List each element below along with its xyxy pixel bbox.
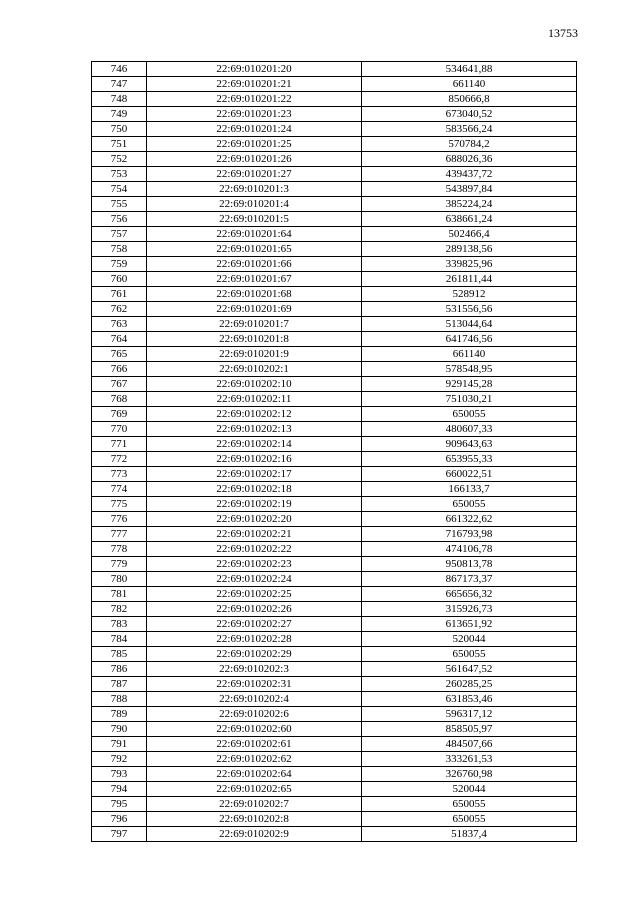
cadastral-value-cell: 260285,25	[362, 677, 577, 692]
cadastral-number-cell: 22:69:010201:3	[147, 182, 362, 197]
row-number-cell: 776	[92, 512, 147, 527]
table-row	[92, 422, 577, 437]
cadastral-value-cell: 484507,66	[362, 737, 577, 752]
row-number-cell: 784	[92, 632, 147, 647]
table-row	[92, 662, 577, 677]
table-row	[92, 362, 577, 377]
cadastral-value-cell: 261811,44	[362, 272, 577, 287]
cadastral-value-cell: 661140	[362, 77, 577, 92]
table-row	[92, 107, 577, 122]
cadastral-value-cell: 688026,36	[362, 152, 577, 167]
cadastral-number-cell: 22:69:010201:68	[147, 287, 362, 302]
cadastral-number-cell: 22:69:010201:7	[147, 317, 362, 332]
cadastral-number-cell: 22:69:010202:61	[147, 737, 362, 752]
row-number-cell: 791	[92, 737, 147, 752]
table-row	[92, 272, 577, 287]
table-row	[92, 722, 577, 737]
cadastral-number-cell: 22:69:010202:20	[147, 512, 362, 527]
row-number-cell: 762	[92, 302, 147, 317]
cadastral-number-cell: 22:69:010202:29	[147, 647, 362, 662]
table-row	[92, 557, 577, 572]
table-row	[92, 62, 577, 77]
table-row	[92, 122, 577, 137]
cadastral-number-cell: 22:69:010202:4	[147, 692, 362, 707]
cadastral-value-cell: 650055	[362, 647, 577, 662]
table-row	[92, 77, 577, 92]
cadastral-value-cell: 513044,64	[362, 317, 577, 332]
table-row	[92, 647, 577, 662]
row-number-cell: 790	[92, 722, 147, 737]
row-number-cell: 769	[92, 407, 147, 422]
cadastral-number-cell: 22:69:010201:21	[147, 77, 362, 92]
cadastral-number-cell: 22:69:010202:17	[147, 467, 362, 482]
table-row	[92, 587, 577, 602]
row-number-cell: 794	[92, 782, 147, 797]
row-number-cell: 782	[92, 602, 147, 617]
row-number-cell: 752	[92, 152, 147, 167]
row-number-cell: 755	[92, 197, 147, 212]
cadastral-value-cell: 650055	[362, 497, 577, 512]
row-number-cell: 770	[92, 422, 147, 437]
row-number-cell: 777	[92, 527, 147, 542]
table-row	[92, 152, 577, 167]
table-row	[92, 347, 577, 362]
table-row	[92, 797, 577, 812]
table-row	[92, 527, 577, 542]
cadastral-number-cell: 22:69:010202:24	[147, 572, 362, 587]
cadastral-value-cell: 339825,96	[362, 257, 577, 272]
cadastral-value-cell: 528912	[362, 287, 577, 302]
row-number-cell: 747	[92, 77, 147, 92]
table-row	[92, 482, 577, 497]
table-row	[92, 392, 577, 407]
cadastral-value-cell: 166133,7	[362, 482, 577, 497]
table-row	[92, 617, 577, 632]
cadastral-number-cell: 22:69:010201:67	[147, 272, 362, 287]
table-row	[92, 542, 577, 557]
cadastral-value-cell: 665656,32	[362, 587, 577, 602]
cadastral-number-cell: 22:69:010201:27	[147, 167, 362, 182]
cadastral-number-cell: 22:69:010202:6	[147, 707, 362, 722]
cadastral-number-cell: 22:69:010202:26	[147, 602, 362, 617]
cadastral-number-cell: 22:69:010202:3	[147, 662, 362, 677]
cadastral-number-cell: 22:69:010201:22	[147, 92, 362, 107]
table-row	[92, 767, 577, 782]
cadastral-number-cell: 22:69:010202:27	[147, 617, 362, 632]
cadastral-number-cell: 22:69:010201:64	[147, 227, 362, 242]
row-number-cell: 749	[92, 107, 147, 122]
cadastral-value-cell: 751030,21	[362, 392, 577, 407]
table-row	[92, 302, 577, 317]
row-number-cell: 773	[92, 467, 147, 482]
table-row	[92, 137, 577, 152]
cadastral-number-cell: 22:69:010201:8	[147, 332, 362, 347]
cadastral-number-cell: 22:69:010201:24	[147, 122, 362, 137]
cadastral-value-cell: 858505,97	[362, 722, 577, 737]
cadastral-value-cell: 950813,78	[362, 557, 577, 572]
row-number-cell: 766	[92, 362, 147, 377]
cadastral-value-cell: 653955,33	[362, 452, 577, 467]
cadastral-number-cell: 22:69:010202:13	[147, 422, 362, 437]
cadastral-value-cell: 583566,24	[362, 122, 577, 137]
cadastral-value-cell: 534641,88	[362, 62, 577, 77]
cadastral-value-cell: 650055	[362, 797, 577, 812]
cadastral-value-cell: 850666,8	[362, 92, 577, 107]
row-number-cell: 746	[92, 62, 147, 77]
cadastral-number-cell: 22:69:010201:9	[147, 347, 362, 362]
cadastral-value-cell: 480607,33	[362, 422, 577, 437]
row-number-cell: 793	[92, 767, 147, 782]
row-number-cell: 785	[92, 647, 147, 662]
table-row	[92, 572, 577, 587]
table-row	[92, 92, 577, 107]
row-number-cell: 759	[92, 257, 147, 272]
cadastral-value-cell: 578548,95	[362, 362, 577, 377]
table-row	[92, 602, 577, 617]
row-number-cell: 788	[92, 692, 147, 707]
table-row	[92, 812, 577, 827]
row-number-cell: 761	[92, 287, 147, 302]
row-number-cell: 787	[92, 677, 147, 692]
cadastral-number-cell: 22:69:010202:18	[147, 482, 362, 497]
table-row	[92, 317, 577, 332]
row-number-cell: 786	[92, 662, 147, 677]
cadastral-value-cell: 613651,92	[362, 617, 577, 632]
row-number-cell: 756	[92, 212, 147, 227]
cadastral-number-cell: 22:69:010202:14	[147, 437, 362, 452]
table-row	[92, 437, 577, 452]
table-row	[92, 242, 577, 257]
table-row	[92, 752, 577, 767]
cadastral-number-cell: 22:69:010201:4	[147, 197, 362, 212]
cadastral-value-cell: 716793,98	[362, 527, 577, 542]
cadastral-number-cell: 22:69:010202:7	[147, 797, 362, 812]
row-number-cell: 796	[92, 812, 147, 827]
cadastral-value-cell: 326760,98	[362, 767, 577, 782]
row-number-cell: 750	[92, 122, 147, 137]
cadastral-number-cell: 22:69:010202:21	[147, 527, 362, 542]
cadastral-number-cell: 22:69:010202:1	[147, 362, 362, 377]
cadastral-value-cell: 660022,51	[362, 467, 577, 482]
table-row	[92, 512, 577, 527]
table-row	[92, 167, 577, 182]
cadastral-value-cell: 570784,2	[362, 137, 577, 152]
row-number-cell: 764	[92, 332, 147, 347]
table-row	[92, 827, 577, 842]
row-number-cell: 774	[92, 482, 147, 497]
table-row	[92, 677, 577, 692]
page-number: 13753	[548, 26, 578, 40]
cadastral-number-cell: 22:69:010201:5	[147, 212, 362, 227]
cadastral-value-cell: 51837,4	[362, 827, 577, 842]
cadastral-number-cell: 22:69:010201:26	[147, 152, 362, 167]
row-number-cell: 780	[92, 572, 147, 587]
cadastral-number-cell: 22:69:010201:20	[147, 62, 362, 77]
table-row	[92, 212, 577, 227]
cadastral-value-cell: 474106,78	[362, 542, 577, 557]
row-number-cell: 763	[92, 317, 147, 332]
row-number-cell: 789	[92, 707, 147, 722]
row-number-cell: 797	[92, 827, 147, 842]
cadastral-value-cell: 333261,53	[362, 752, 577, 767]
cadastral-number-cell: 22:69:010202:12	[147, 407, 362, 422]
cadastral-value-cell: 439437,72	[362, 167, 577, 182]
row-number-cell: 768	[92, 392, 147, 407]
cadastral-value-cell: 543897,84	[362, 182, 577, 197]
row-number-cell: 771	[92, 437, 147, 452]
table-row	[92, 407, 577, 422]
table-row	[92, 197, 577, 212]
cadastral-value-cell: 596317,12	[362, 707, 577, 722]
row-number-cell: 753	[92, 167, 147, 182]
cadastral-number-cell: 22:69:010201:66	[147, 257, 362, 272]
table-row	[92, 332, 577, 347]
cadastral-value-cell: 502466,4	[362, 227, 577, 242]
cadastral-value-cell: 561647,52	[362, 662, 577, 677]
cadastral-number-cell: 22:69:010202:19	[147, 497, 362, 512]
cadastral-value-cell: 638661,24	[362, 212, 577, 227]
cadastral-value-cell: 520044	[362, 782, 577, 797]
cadastral-number-cell: 22:69:010202:11	[147, 392, 362, 407]
cadastral-number-cell: 22:69:010202:16	[147, 452, 362, 467]
row-number-cell: 748	[92, 92, 147, 107]
cadastral-value-cell: 929145,28	[362, 377, 577, 392]
cadastral-number-cell: 22:69:010202:10	[147, 377, 362, 392]
row-number-cell: 760	[92, 272, 147, 287]
table-row	[92, 632, 577, 647]
cadastral-value-cell: 650055	[362, 812, 577, 827]
cadastral-number-cell: 22:69:010201:69	[147, 302, 362, 317]
cadastral-value-cell: 661322,62	[362, 512, 577, 527]
cadastral-number-cell: 22:69:010202:60	[147, 722, 362, 737]
cadastral-value-cell: 315926,73	[362, 602, 577, 617]
table-row	[92, 737, 577, 752]
cadastral-value-table	[91, 61, 577, 842]
cadastral-number-cell: 22:69:010202:65	[147, 782, 362, 797]
cadastral-number-cell: 22:69:010202:64	[147, 767, 362, 782]
cadastral-number-cell: 22:69:010201:65	[147, 242, 362, 257]
row-number-cell: 783	[92, 617, 147, 632]
table-row	[92, 377, 577, 392]
cadastral-number-cell: 22:69:010201:25	[147, 137, 362, 152]
row-number-cell: 792	[92, 752, 147, 767]
table-body	[92, 62, 577, 842]
table-row	[92, 452, 577, 467]
table-row	[92, 227, 577, 242]
cadastral-number-cell: 22:69:010202:31	[147, 677, 362, 692]
cadastral-value-cell: 641746,56	[362, 332, 577, 347]
cadastral-value-cell: 909643,63	[362, 437, 577, 452]
row-number-cell: 795	[92, 797, 147, 812]
cadastral-number-cell: 22:69:010202:9	[147, 827, 362, 842]
table-row	[92, 707, 577, 722]
row-number-cell: 781	[92, 587, 147, 602]
table-row	[92, 257, 577, 272]
row-number-cell: 765	[92, 347, 147, 362]
table-row	[92, 497, 577, 512]
row-number-cell: 775	[92, 497, 147, 512]
table-row	[92, 182, 577, 197]
cadastral-number-cell: 22:69:010202:28	[147, 632, 362, 647]
cadastral-number-cell: 22:69:010202:62	[147, 752, 362, 767]
cadastral-value-cell: 631853,46	[362, 692, 577, 707]
table-row	[92, 782, 577, 797]
table-row	[92, 467, 577, 482]
cadastral-value-cell: 289138,56	[362, 242, 577, 257]
cadastral-number-cell: 22:69:010202:8	[147, 812, 362, 827]
cadastral-value-cell: 531556,56	[362, 302, 577, 317]
cadastral-number-cell: 22:69:010202:23	[147, 557, 362, 572]
cadastral-value-cell: 673040,52	[362, 107, 577, 122]
cadastral-value-cell: 650055	[362, 407, 577, 422]
table-row	[92, 287, 577, 302]
row-number-cell: 757	[92, 227, 147, 242]
cadastral-value-cell: 520044	[362, 632, 577, 647]
cadastral-value-cell: 867173,37	[362, 572, 577, 587]
row-number-cell: 758	[92, 242, 147, 257]
row-number-cell: 772	[92, 452, 147, 467]
row-number-cell: 779	[92, 557, 147, 572]
cadastral-number-cell: 22:69:010201:23	[147, 107, 362, 122]
row-number-cell: 778	[92, 542, 147, 557]
row-number-cell: 767	[92, 377, 147, 392]
cadastral-value-cell: 385224,24	[362, 197, 577, 212]
row-number-cell: 751	[92, 137, 147, 152]
cadastral-value-cell: 661140	[362, 347, 577, 362]
cadastral-number-cell: 22:69:010202:25	[147, 587, 362, 602]
cadastral-number-cell: 22:69:010202:22	[147, 542, 362, 557]
table-row	[92, 692, 577, 707]
row-number-cell: 754	[92, 182, 147, 197]
